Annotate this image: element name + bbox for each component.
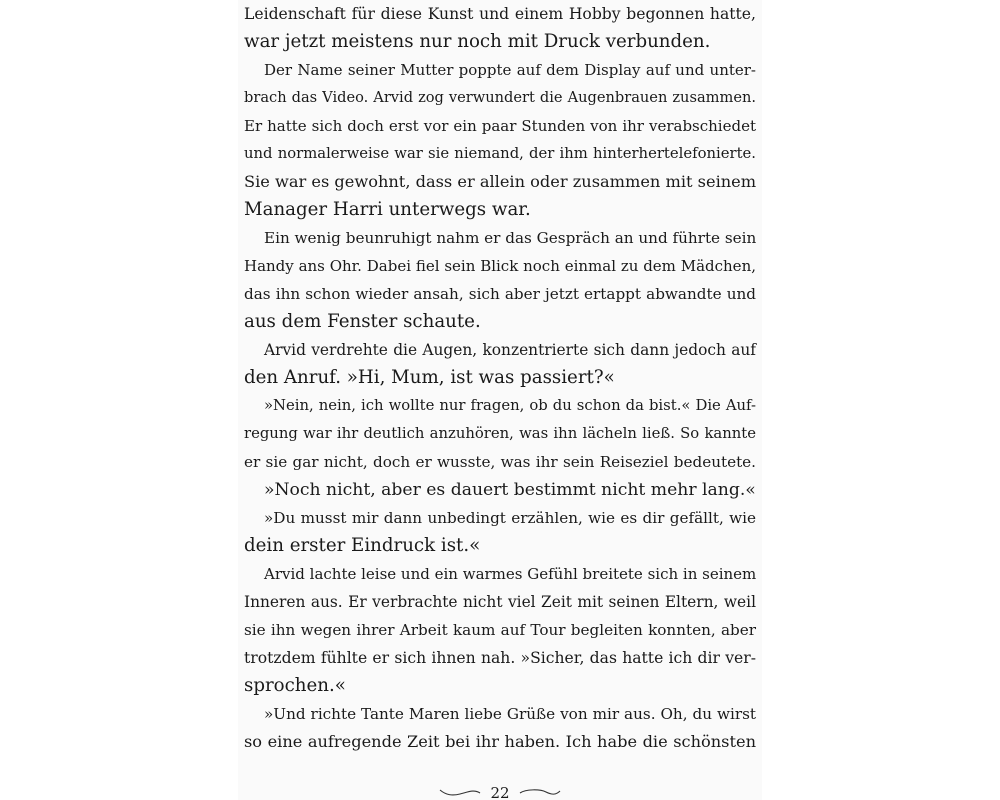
text-line: Er hatte sich doch erst vor ein paar Stunden von ihr verabschiedet xyxy=(244,117,756,135)
text-line: und normalerweise war sie niemand, der ihm hinterhertelefonierte. xyxy=(244,145,756,162)
page-footer xyxy=(430,780,570,800)
text-line: »Nein, nein, ich wollte nur fragen, ob du schon da bist.« Die Auf- xyxy=(264,397,756,414)
right-swash-ornament-icon xyxy=(518,786,562,798)
text-line: regung war ihr deutlich anzuhören, was ihn lächeln ließ. So kannte xyxy=(244,425,756,442)
text-line: Inneren aus. Er verbrachte nicht viel Zeit mit seinen Eltern, weil xyxy=(244,593,756,611)
text-line: war jetzt meistens nur noch mit Druck verbunden. xyxy=(244,31,711,52)
text-line: sie ihn wegen ihrer Arbeit kaum auf Tour begleiten konnten, aber xyxy=(244,621,756,639)
text-line: Ein wenig beunruhigt nahm er das Gespräch an und führte sein xyxy=(264,229,757,247)
left-swash-ornament-icon xyxy=(438,786,482,798)
text-line: so eine aufregende Zeit bei ihr haben. Ich habe die schönsten xyxy=(244,732,756,751)
text-line: er sie gar nicht, doch er wusste, was ihr sein Reiseziel bedeutete. xyxy=(244,453,756,471)
text-line: Arvid verdrehte die Augen, konzentrierte sich dann jedoch auf xyxy=(264,341,756,359)
text-line: Arvid lachte leise und ein warmes Gefühl breitete sich in seinem xyxy=(264,565,757,583)
text-line: den Anruf. »Hi, Mum, ist was passiert?« xyxy=(244,367,615,388)
text-line: dein erster Eindruck ist.« xyxy=(244,535,481,556)
text-line: das ihn schon wieder ansah, sich aber jetzt ertappt abwandte und xyxy=(244,285,756,303)
text-line: Sie war es gewohnt, dass er allein oder zusammen mit seinem xyxy=(244,172,757,191)
text-line: Manager Harri unterwegs war. xyxy=(244,199,531,220)
text-line: aus dem Fenster schaute. xyxy=(244,311,481,332)
text-line: »Noch nicht, aber es dauert bestimmt nicht mehr lang.« xyxy=(264,480,756,500)
text-line: »Du musst mir dann unbedingt erzählen, wie es dir gefällt, wie xyxy=(264,509,756,527)
text-line: Der Name seiner Mutter poppte auf dem Display auf und unter- xyxy=(264,61,756,79)
text-line: sprochen.« xyxy=(244,675,346,696)
page-number: 22 xyxy=(490,784,510,800)
text-line: brach das Video. Arvid zog verwundert die Augenbrauen zusammen. xyxy=(244,89,756,106)
text-line: Leidenschaft für diese Kunst und einem Hobby begonnen hatte, xyxy=(244,5,756,23)
text-line: trotzdem fühlte er sich ihnen nah. »Sicher, das hatte ich dir ver- xyxy=(244,649,756,667)
text-line: »Und richte Tante Maren liebe Grüße von mir aus. Oh, du wirst xyxy=(264,705,756,723)
text-line: Handy ans Ohr. Dabei fiel sein Blick noch einmal zu dem Mädchen, xyxy=(244,257,756,275)
